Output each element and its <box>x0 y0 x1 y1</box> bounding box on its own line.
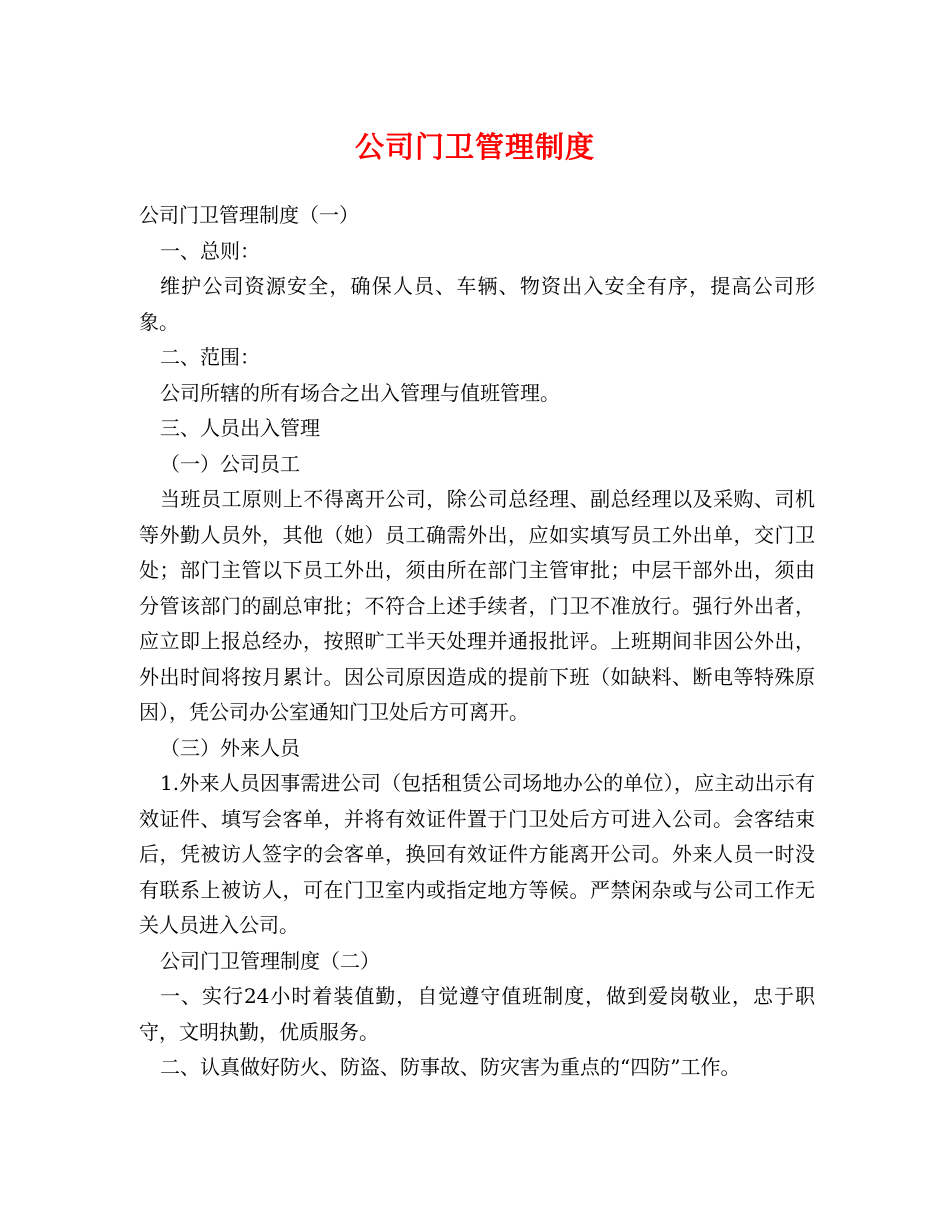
paragraph: 一、实行24小时着装值勤，自觉遵守值班制度，做到爱岗敬业，忠于职守，文明执勤，优质服务。 <box>139 984 815 1044</box>
paragraph: 公司所辖的所有场合之出入管理与值班管理。 <box>160 380 560 405</box>
paragraph-heading: 二、范围： <box>160 345 260 369</box>
paragraph-section-heading: 公司门卫管理制度（二） <box>160 948 380 973</box>
paragraph-section-heading: 公司门卫管理制度（一） <box>139 203 359 227</box>
document-body <box>139 198 815 1086</box>
paragraph: 1.外来人员因事需进公司（包括租赁公司场地办公的单位），应主动出示有效证件、填写会客单，并将有效证件置于门卫处后方可进入公司。会客结束后，凭被访人签字的会客单，换回有效证件方能离开公司。外来人员一时没有联系上被访人，可在门卫室内或指定地方等候。严禁闲杂或与公司工作无关人员进入公司。 <box>139 771 815 937</box>
paragraph-heading: 一、总则： <box>160 238 260 263</box>
paragraph: 维护公司资源安全，确保人员、车辆、物资出入安全有序，提高公司形象。 <box>139 274 815 334</box>
paragraph: 当班员工原则上不得离开公司，除公司总经理、副总经理以及采购、司机等外勤人员外，其他（她）员工确需外出，应如实填写员工外出单，交门卫处；部门主管以下员工外出，须由所在部门主管审批；中层干部外出，须由分管该部门的副总审批；不符合上述手续者，门卫不准放行。强行外出者，应立即上报总经办，按照旷工半天处理并通报批评。上班期间非因公外出，外出时间将按月累计。因公司原因造成的提前下班（如缺料、断电等特殊原因），凭公司办公室通知门卫处后方可离开。 <box>139 487 815 724</box>
paragraph: 二、认真做好防火、防盗、防事故、防灾害为重点的“四防”工作。 <box>160 1055 741 1079</box>
paragraph-subheading: （三）外来人员 <box>160 735 300 760</box>
document-title: 公司门卫管理制度 <box>354 130 595 164</box>
paragraph-heading: 三、人员出入管理 <box>160 416 320 440</box>
paragraph-subheading: （一）公司员工 <box>160 451 300 476</box>
